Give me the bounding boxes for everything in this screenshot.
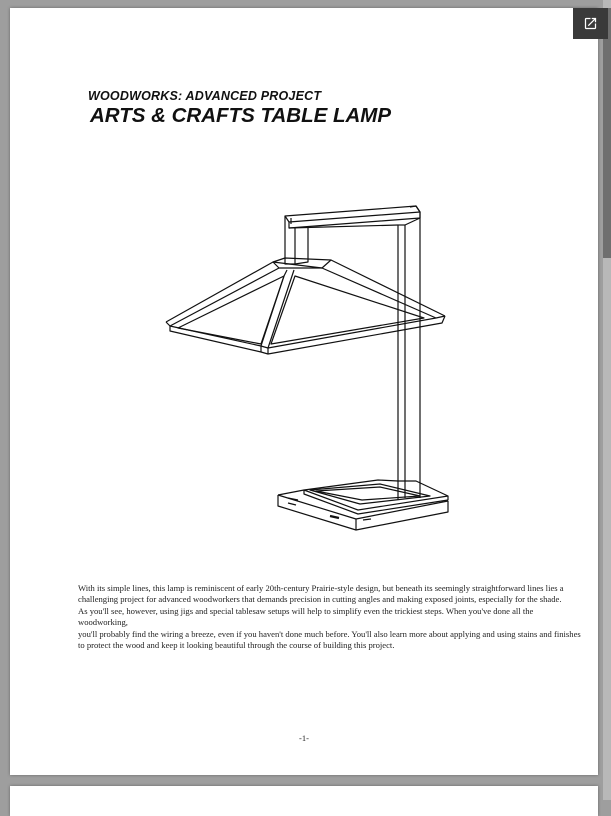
scrollbar[interactable] [603,0,611,800]
lamp-illustration [158,198,458,538]
document-page [10,8,598,775]
body-line: As you'll see, however, using jigs and special tablesaw setups will help to simplify even the trickiest steps. When you've done all the woodworking, [78,605,534,628]
page-number: -1- [299,733,309,743]
project-kicker: WOODWORKS: ADVANCED PROJECT [88,89,322,103]
scroll-thumb[interactable] [603,8,611,258]
body-paragraph [78,583,583,651]
body-line: to protect the wood and keep it looking beautiful through the course of building this project. [78,640,395,651]
body-line: With its simple lines, this lamp is reminiscent of early 20th-century Prairie-style design, but beneath its seemingly straightforward lines lies a [78,583,564,593]
open-in-new-icon [583,16,598,31]
page-title: ARTS & CRAFTS TABLE LAMP [90,104,392,127]
body-line: challenging project for advanced woodworkers that demands precision in cutting angles and making exposed joints, especially for the shade. [78,594,562,605]
popout-button[interactable] [573,8,608,39]
body-line: you'll probably find the wiring a breeze, even if you haven't done much before. You'll also learn more about applying and using stains and finishes [78,628,581,639]
next-page-edge [10,786,598,816]
